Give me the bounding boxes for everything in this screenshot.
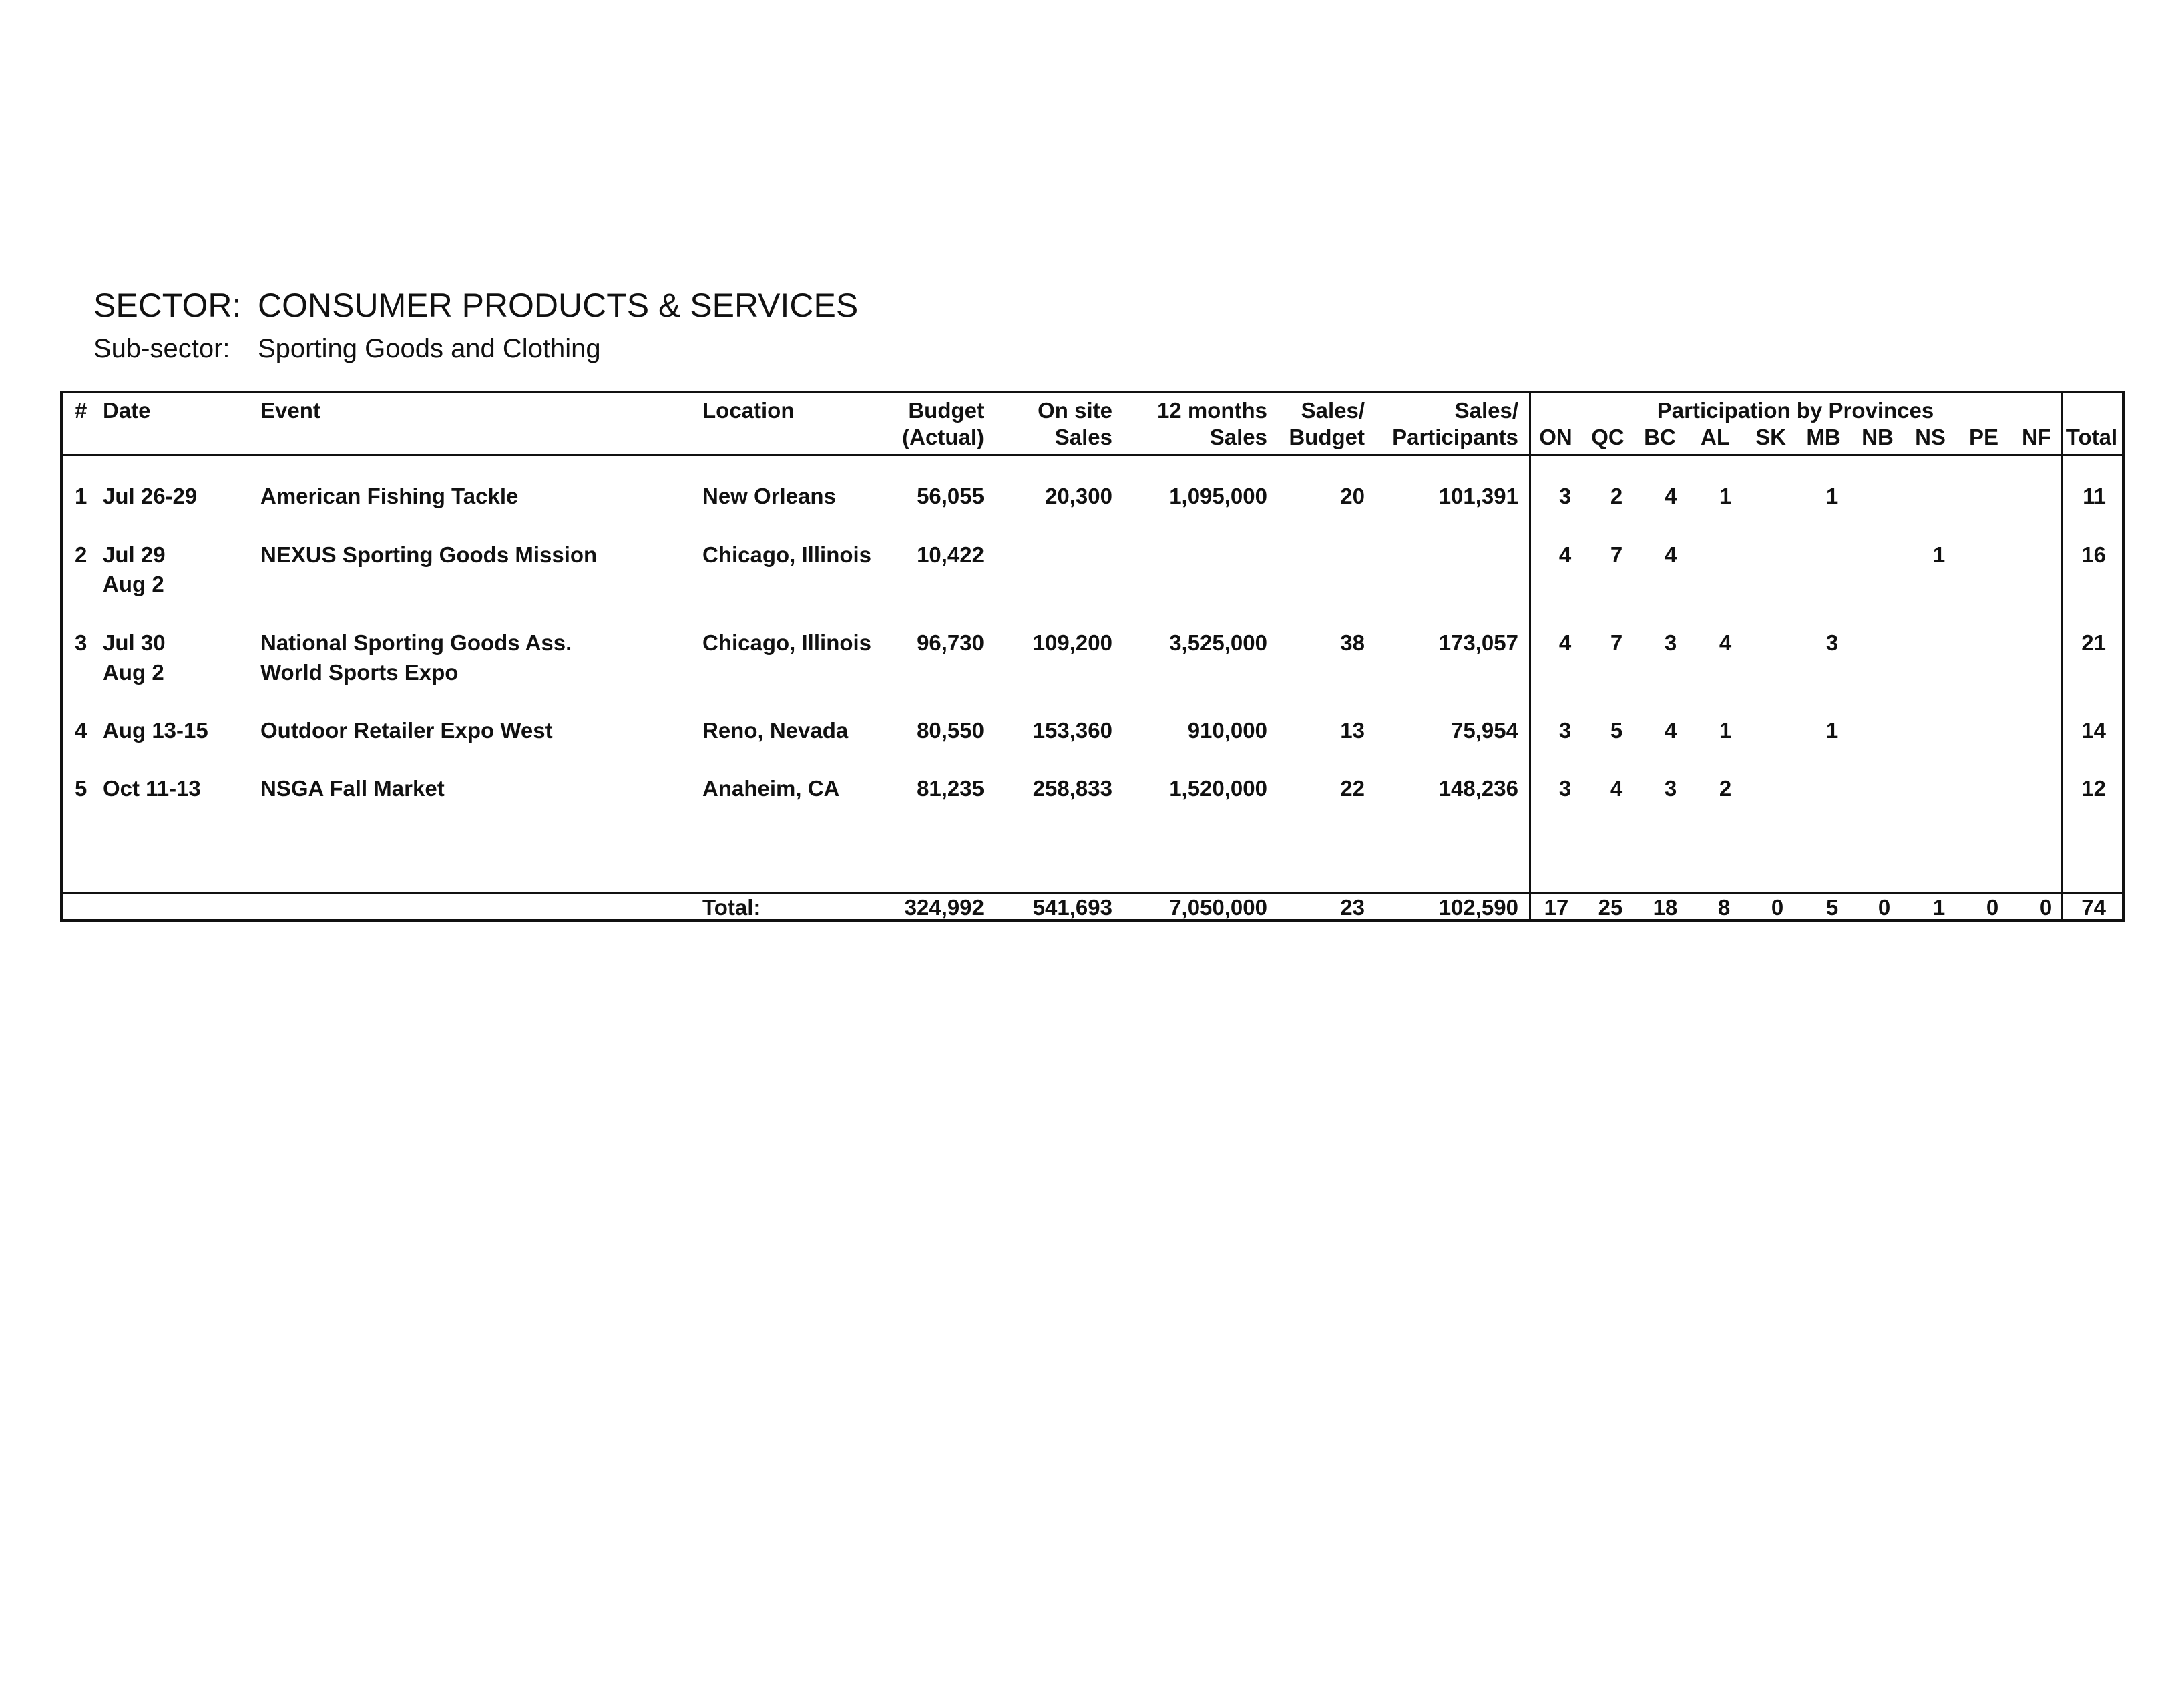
header-province-mb: MB xyxy=(1806,425,1841,449)
subsector-value: Sporting Goods and Clothing xyxy=(258,334,601,363)
row-num: 3 xyxy=(75,630,87,655)
row-province-on: 3 xyxy=(1558,718,1572,743)
row-num: 1 xyxy=(75,484,87,508)
header-12months: 12 months xyxy=(1156,398,1267,423)
header-event: Event xyxy=(260,398,320,423)
row-province-mb: 3 xyxy=(1825,630,1839,655)
total-divider xyxy=(63,892,2122,894)
header-province-bc: BC xyxy=(1644,425,1676,449)
row-province-on: 3 xyxy=(1558,776,1572,801)
sector-value: CONSUMER PRODUCTS & SERVICES xyxy=(258,287,859,324)
total-province-qc: 25 xyxy=(1598,895,1623,920)
header-sales-budget: Sales/ xyxy=(1301,398,1365,423)
row-location: Anaheim, CA xyxy=(702,776,840,801)
row-province-al: 1 xyxy=(1719,718,1732,743)
row-province-qc: 2 xyxy=(1610,484,1623,508)
row-province-on: 3 xyxy=(1558,484,1572,508)
row-event: American Fishing Tackle xyxy=(260,484,519,508)
header-province-qc: QC xyxy=(1591,425,1624,449)
row-province-mb: 1 xyxy=(1825,718,1839,743)
row-sales-participants: 173,057 xyxy=(1438,630,1518,655)
row-12months-sales: 1,520,000 xyxy=(1169,776,1267,801)
total-province-pe: 0 xyxy=(1986,895,1999,920)
row-12months-sales: 1,095,000 xyxy=(1169,484,1267,508)
row-province-on: 4 xyxy=(1558,630,1572,655)
row-num: 4 xyxy=(75,718,87,743)
total-province-mb: 5 xyxy=(1825,895,1839,920)
total-province-bc: 18 xyxy=(1653,895,1678,920)
header-12months-sub: Sales xyxy=(1209,425,1267,449)
row-province-qc: 7 xyxy=(1610,630,1623,655)
row-total: 12 xyxy=(2081,776,2106,801)
total-onsite-sales: 541,693 xyxy=(1032,895,1112,920)
total-province-nf: 0 xyxy=(2039,895,2052,920)
row-event: National Sporting Goods Ass. xyxy=(260,630,572,655)
row-location: Chicago, Illinois xyxy=(702,630,872,655)
row-onsite-sales: 109,200 xyxy=(1032,630,1112,655)
row-province-qc: 4 xyxy=(1610,776,1623,801)
row-event: Outdoor Retailer Expo West xyxy=(260,718,553,743)
row-sales-participants: 101,391 xyxy=(1438,484,1518,508)
total-province-sk: 0 xyxy=(1771,895,1784,920)
row-sales-budget: 13 xyxy=(1340,718,1365,743)
row-sales-participants: 148,236 xyxy=(1438,776,1518,801)
row-province-qc: 5 xyxy=(1610,718,1623,743)
row-sales-budget: 20 xyxy=(1340,484,1365,508)
row-date: Jul 30 xyxy=(103,630,166,655)
header-participation: Participation by Provinces xyxy=(1657,398,1934,423)
sector-label: SECTOR: xyxy=(93,287,242,324)
header-province-al: AL xyxy=(1701,425,1730,449)
total-province-on: 17 xyxy=(1544,895,1569,920)
row-event: NSGA Fall Market xyxy=(260,776,445,801)
header-budget-sub: (Actual) xyxy=(902,425,984,449)
header-onsite: On site xyxy=(1038,398,1112,423)
row-province-al: 2 xyxy=(1719,776,1732,801)
header-sales-participants-sub: Participants xyxy=(1392,425,1518,449)
row-location: Reno, Nevada xyxy=(702,718,849,743)
row-province-al: 4 xyxy=(1719,630,1732,655)
total-budget: 324,992 xyxy=(904,895,984,920)
row-num: 5 xyxy=(75,776,87,801)
total-province-al: 8 xyxy=(1717,895,1731,920)
total-sales-budget: 23 xyxy=(1340,895,1365,920)
row-12months-sales: 910,000 xyxy=(1187,718,1267,743)
header-budget: Budget xyxy=(908,398,984,423)
row-province-bc: 4 xyxy=(1664,542,1677,567)
row-budget: 10,422 xyxy=(917,542,984,567)
row-budget: 96,730 xyxy=(917,630,984,655)
provinces-left-divider xyxy=(1529,393,1531,919)
row-budget: 80,550 xyxy=(917,718,984,743)
row-date: Oct 11-13 xyxy=(103,776,201,801)
row-budget: 81,235 xyxy=(917,776,984,801)
header-total: Total xyxy=(2066,425,2118,449)
header-province-pe: PE xyxy=(1968,425,1999,449)
row-total: 14 xyxy=(2081,718,2106,743)
row-province-al: 1 xyxy=(1719,484,1732,508)
row-province-bc: 3 xyxy=(1664,776,1677,801)
subsector-line xyxy=(93,334,858,364)
row-province-bc: 4 xyxy=(1664,718,1677,743)
row-total: 11 xyxy=(2083,484,2106,508)
row-onsite-sales: 258,833 xyxy=(1032,776,1112,801)
row-sales-participants: 75,954 xyxy=(1451,718,1518,743)
subsector-label: Sub-sector: xyxy=(93,334,230,363)
header-date: Date xyxy=(103,398,151,423)
row-location: New Orleans xyxy=(702,484,836,508)
total-sales-participants: 102,590 xyxy=(1438,895,1518,920)
row-date-end: Aug 2 xyxy=(103,572,164,596)
row-province-qc: 7 xyxy=(1610,542,1623,567)
row-date: Aug 13-15 xyxy=(103,718,208,743)
row-onsite-sales: 20,300 xyxy=(1045,484,1112,508)
row-province-ns: 1 xyxy=(1932,542,1946,567)
row-date-end: Aug 2 xyxy=(103,660,164,685)
row-province-bc: 3 xyxy=(1664,630,1677,655)
row-date: Jul 26-29 xyxy=(103,484,198,508)
total-province-ns: 1 xyxy=(1932,895,1946,920)
row-province-mb: 1 xyxy=(1825,484,1839,508)
row-date: Jul 29 xyxy=(103,542,166,567)
header-sales-participants: Sales/ xyxy=(1454,398,1518,423)
total-12months-sales: 7,050,000 xyxy=(1169,895,1267,920)
header-province-nb: NB xyxy=(1862,425,1894,449)
row-location: Chicago, Illinois xyxy=(702,542,872,567)
total-grand: 74 xyxy=(2081,895,2106,920)
row-sales-budget: 38 xyxy=(1340,630,1365,655)
sector-line xyxy=(93,286,858,325)
row-12months-sales: 3,525,000 xyxy=(1169,630,1267,655)
header-province-nf: NF xyxy=(2022,425,2051,449)
header-onsite-sub: Sales xyxy=(1054,425,1112,449)
header-location: Location xyxy=(702,398,795,423)
row-onsite-sales: 153,360 xyxy=(1032,718,1112,743)
row-total: 16 xyxy=(2081,542,2106,567)
events-table xyxy=(60,391,2125,922)
header-num: # xyxy=(75,398,87,423)
total-label: Total: xyxy=(702,895,761,920)
row-province-on: 4 xyxy=(1558,542,1572,567)
total-province-nb: 0 xyxy=(1878,895,1891,920)
row-total: 21 xyxy=(2081,630,2106,655)
header-province-sk: SK xyxy=(1755,425,1786,449)
row-sales-budget: 22 xyxy=(1340,776,1365,801)
row-event-line2: World Sports Expo xyxy=(260,660,459,685)
row-budget: 56,055 xyxy=(917,484,984,508)
header-divider xyxy=(63,454,2122,456)
header-province-ns: NS xyxy=(1915,425,1946,449)
row-event: NEXUS Sporting Goods Mission xyxy=(260,542,598,567)
header-province-on: ON xyxy=(1539,425,1572,449)
row-num: 2 xyxy=(75,542,87,567)
row-province-bc: 4 xyxy=(1664,484,1677,508)
header-sales-budget-sub: Budget xyxy=(1289,425,1365,449)
document-heading xyxy=(93,286,858,364)
